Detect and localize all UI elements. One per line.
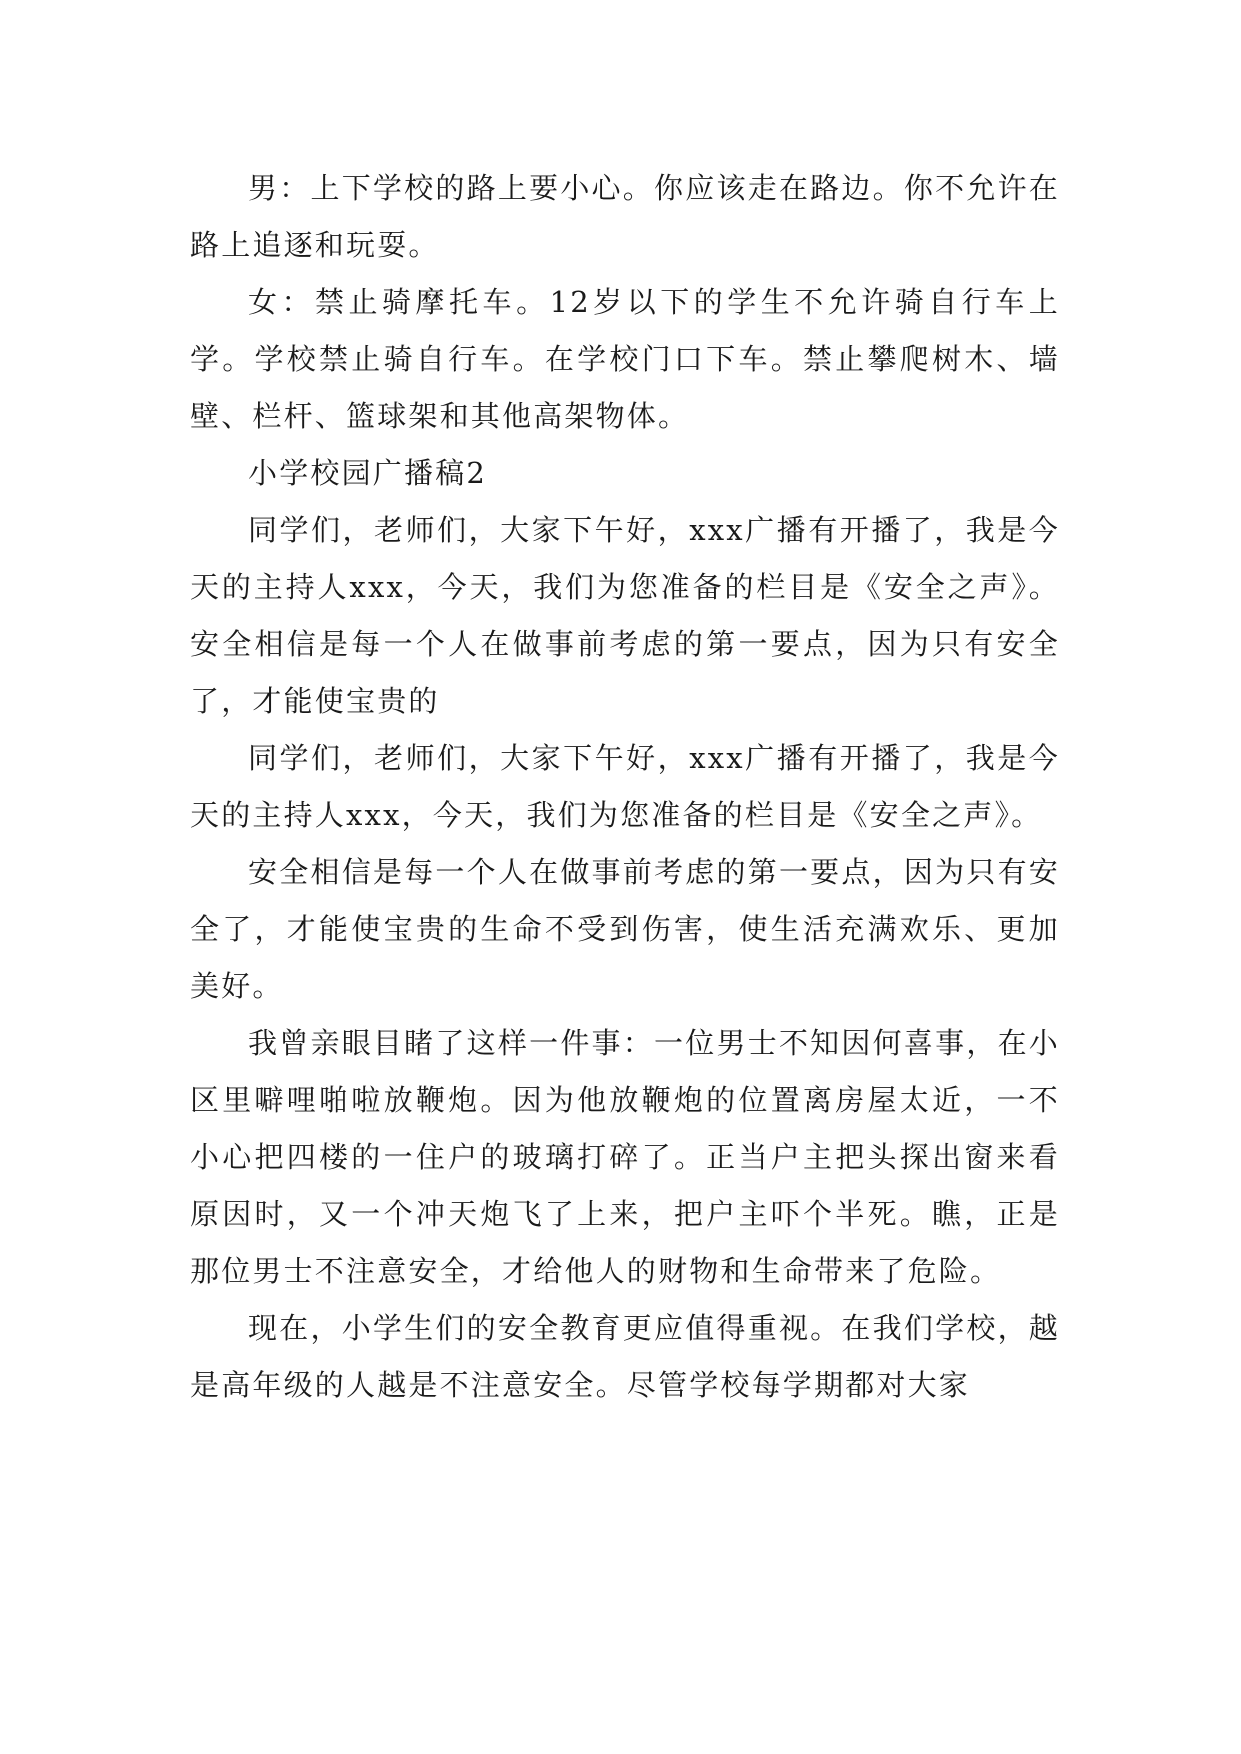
paragraph-opening-excerpt: 同学们，老师们，大家下午好，xxx广播有开播了，我是今天的主持人xxx，今天，我们为您准备的栏目是《安全之声》。安全相信是每一个人在做事前考虑的第一要点，因为只有安全了，才能使宝贵的 <box>190 513 1060 718</box>
paragraph-safety-education: 现在，小学生们的安全教育更应值得重视。在我们学校，越是高年级的人越是不注意安全。尽管学校每学期都对大家 <box>190 1311 1060 1402</box>
paragraph-opening: 同学们，老师们，大家下午好，xxx广播有开播了，我是今天的主持人xxx，今天，我们为您准备的栏目是《安全之声》。 <box>190 741 1060 832</box>
document-body <box>190 160 1060 1414</box>
paragraph-female-speaker: 女：禁止骑摩托车。12岁以下的学生不允许骑自行车上学。学校禁止骑自行车。在学校门口下车。禁止攀爬树木、墙壁、栏杆、篮球架和其他高架物体。 <box>190 285 1060 433</box>
paragraph-male-speaker: 男：上下学校的路上要小心。你应该走在路边。你不允许在路上追逐和玩耍。 <box>190 171 1060 262</box>
paragraph-firecracker-story: 我曾亲眼目睹了这样一件事：一位男士不知因何喜事，在小区里噼哩啪啦放鞭炮。因为他放鞭炮的位置离房屋太近，一不小心把四楼的一住户的玻璃打碎了。正当户主把头探出窗来看原因时，又一个冲天炮飞了上来，把户主吓个半死。瞧，正是那位男士不注意安全，才给他人的财物和生命带来了危险。 <box>190 1026 1060 1288</box>
section-heading: 小学校园广播稿2 <box>248 456 488 490</box>
paragraph-safety-first: 安全相信是每一个人在做事前考虑的第一要点，因为只有安全了，才能使宝贵的生命不受到伤害，使生活充满欢乐、更加美好。 <box>190 855 1060 1003</box>
